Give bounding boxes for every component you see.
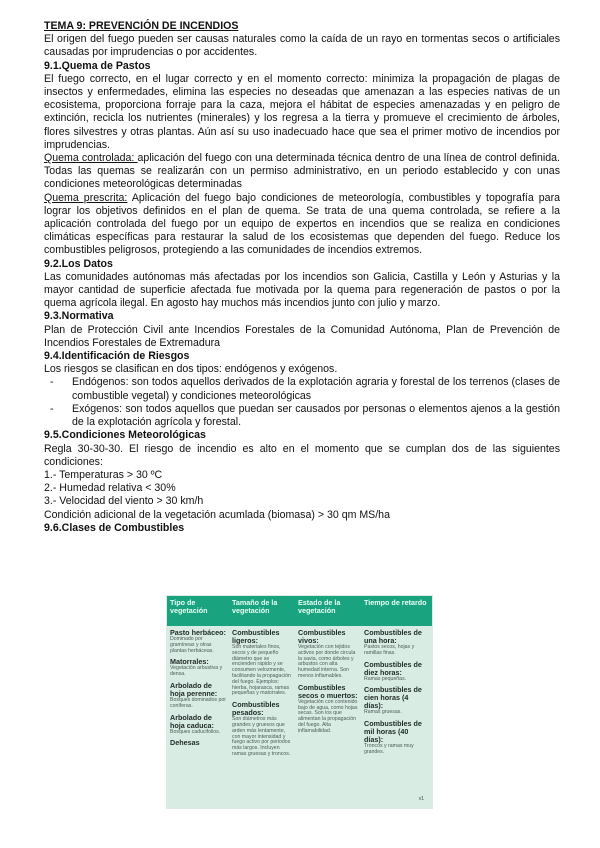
table-entry-text: Vegetación con contenido bajo de agua, como hojas secas. Son los que alimentan la propagación del fuego. Alta inflamabilidad.	[298, 698, 358, 734]
fuel-classes-table-image	[167, 596, 432, 808]
table-entry-text: Ramas gruesas.	[364, 709, 402, 716]
table-column-estado	[295, 626, 361, 808]
section-heading-combustibles: 9.6.Clases de Combustibles	[44, 521, 185, 534]
risk-list	[44, 376, 560, 429]
table-header-cell: Estado de la vegetación	[298, 598, 341, 615]
condition-temperature: 1.- Temperaturas > 30 ºC	[44, 468, 163, 481]
paragraph-quema-pastos: El fuego correcto, en el lugar correcto y en el momento correcto: minimiza la propagación de plagas de insectos y enfermedades, elimina las especies no deseadas que amenazan a las especies nativas de un ecosistema, proporciona forraje para la caza, mejora el hábitat de especies amenazadas y en peligro de extinción, recicla los nutrientes (minerales) y los regresa a la tierra y promueve el crecimiento de árboles, flores silvestres y otras plantas. Aún así su uso inadecuado hace que sea el primer motivo de incendios por imprudencias.	[44, 72, 560, 151]
paragraph-datos: Las comunidades autónomas más afectadas por los incendios son Galicia, Castilla y León y Asturias y la mayor cantidad de superficie afectada fue motivada por la quema para regeneración de pastos o por la quema agrícola ilegal. En agosto hay muchos más incendios junto con julio y marzo.	[44, 270, 560, 310]
table-entry-title: Combustibles vivos:	[298, 628, 346, 645]
list-item: - Endógenos: son todos aquellos derivados de la explotación agraria y forestal de los terrenos (clases de combustible vegetal) y condiciones meteorológicas	[44, 376, 560, 402]
table-entry-title: Combustibles ligeros:	[232, 628, 280, 645]
section-heading-quema-pastos: 9.1.Quema de Pastos	[44, 59, 151, 72]
table-entry-title: Combustibles de mil horas (40 días):	[364, 719, 422, 745]
table-header-cell: Tipo de vegetación	[170, 598, 208, 615]
table-entry-text: Son materiales finos, secos y de pequeño diámetro que se encienden rápido y se consumen velozmente, facilitando la propagación del fuego. Ejemplos: hierba, hojarasca, ramas pequeñas y matorrales.	[232, 644, 291, 697]
term-quema-prescrita: Quema prescrita:	[44, 191, 128, 204]
table-column-tipo	[167, 626, 229, 808]
paragraph-riesgos: Los riesgos se clasifican en dos tipos: endógenos y exógenos.	[44, 363, 338, 376]
section-heading-condiciones: 9.5.Condiciones Meteorológicas	[44, 429, 206, 442]
table-entry-title: Pasto herbáceo:	[170, 628, 226, 637]
condition-wind: 3.- Velocidad del viento > 30 km/h	[44, 495, 204, 508]
intro-paragraph: El origen del fuego pueden ser causas naturales como la caída de un rayo en tormentas secos o artificiales causadas por imprudencias o por accidentes.	[44, 33, 560, 59]
condition-biomass: Condición adicional de la vegetación acumlada (biomasa) > 30 qm MS/ha	[44, 508, 390, 521]
document-title: TEMA 9: PREVENCIÓN DE INCENDIOS	[44, 20, 239, 32]
table-entry-text: Vegetación con tejidos activos por donde circula la savia, como árboles y arbustos con alta humedad interna. Son menos inflamables.	[298, 644, 356, 679]
table-entry-text: Vegetación arbustiva y densa.	[170, 665, 223, 678]
definition-quema-prescrita: Aplicación del fuego bajo condiciones de meteorología, combustibles y topografía para lograr los objetivos definidos en el plan de quema. Se trata de una quema controlada, se refiere a la aplicación controlada del fuego por un equipo de expertos en incendios que se realiza en condiciones climáticas específicas para restaurar la salud de los ecosistemas que dependen del fuego. Reduce los combustibles peligrosos, protegiendo a las comunidades de incendios extremos.	[44, 191, 560, 257]
table-entry-title: Combustibles de una hora:	[364, 628, 422, 645]
table-body	[167, 626, 432, 808]
term-quema-controlada: Quema controlada:	[44, 152, 138, 165]
paragraph-normativa: Plan de Protección Civil ante Incendios Forestales de la Comunidad Autónoma, Plan de Prevención de Incendios Forestales de Extremadura	[44, 323, 560, 349]
table-column-tamano	[229, 626, 295, 808]
table-entry-text: Bosques dominados por coníferas.	[170, 696, 226, 709]
table-entry-title: Combustibles secos o muertos:	[298, 682, 358, 700]
table-header-cell: Tamaño de la vegetación	[232, 598, 278, 615]
document-page	[44, 20, 560, 535]
paragraph-quema-prescrita	[44, 192, 560, 258]
table-entry-title: Combustibles de cien horas (4 días):	[364, 685, 422, 711]
table-entry-title: Matorrales:	[170, 657, 209, 667]
definition-quema-controlada: aplicación del fuego con una determinada técnica dentro de una línea de control definida. Todas las quemas se realizarán con un permiso administrativo, en un periodo establecido y con unas condiciones meteorológicas determinadas	[44, 152, 560, 191]
table-entry-text: Bosques caducifolios.	[170, 728, 221, 735]
paragraph-quema-controlada	[44, 152, 560, 192]
condition-humidity: 2.- Humedad relativa < 30%	[44, 482, 176, 495]
table-page-number: v1	[418, 796, 424, 802]
section-heading-riesgos: 9.4.Identificación de Riesgos	[44, 350, 190, 363]
table-entry-text: Ramas pequeñas.	[364, 675, 407, 682]
table-column-retardo	[361, 626, 432, 808]
table-entry-text: Dominado por gramíneas y otras plantas herbáceas.	[170, 636, 214, 654]
table-entry-text: Troncos y ramas muy grandes.	[364, 743, 414, 755]
section-heading-datos: 9.2.Los Datos	[44, 257, 113, 270]
list-item: - Exógenos: son todos aquellos que puedan ser causados por personas o elementos ajenos a la gestión de la explotación agrícola y forestal.	[44, 403, 560, 429]
table-header-row	[167, 596, 432, 626]
table-entry-title: Dehesas	[170, 738, 200, 748]
table-entry-title: Combustibles pesados:	[232, 700, 280, 718]
table-entry-title: Combustibles de diez horas:	[364, 659, 422, 677]
table-header-cell: Tiempo de retardo	[364, 598, 427, 607]
table-entry-text: Son diámetros más grandes y gruesos que arden más lentamente, con mayor intensidad y fuego activo por periodos más largos. Incluyen ramas gruesas y troncos.	[232, 716, 291, 757]
paragraph-regla: Regla 30-30-30. El riesgo de incendio es alto en el momento que se cumplan dos de las siguientes condiciones:	[44, 442, 560, 468]
table-entry-title: Arbolado de hoja perenne:	[170, 680, 218, 698]
section-heading-normativa: 9.3.Normativa	[44, 310, 114, 323]
table-entry-text: Pastos secos, hojas y ramillas finas.	[364, 644, 415, 656]
table-entry-title: Arbolado de hoja caduca:	[170, 712, 214, 730]
